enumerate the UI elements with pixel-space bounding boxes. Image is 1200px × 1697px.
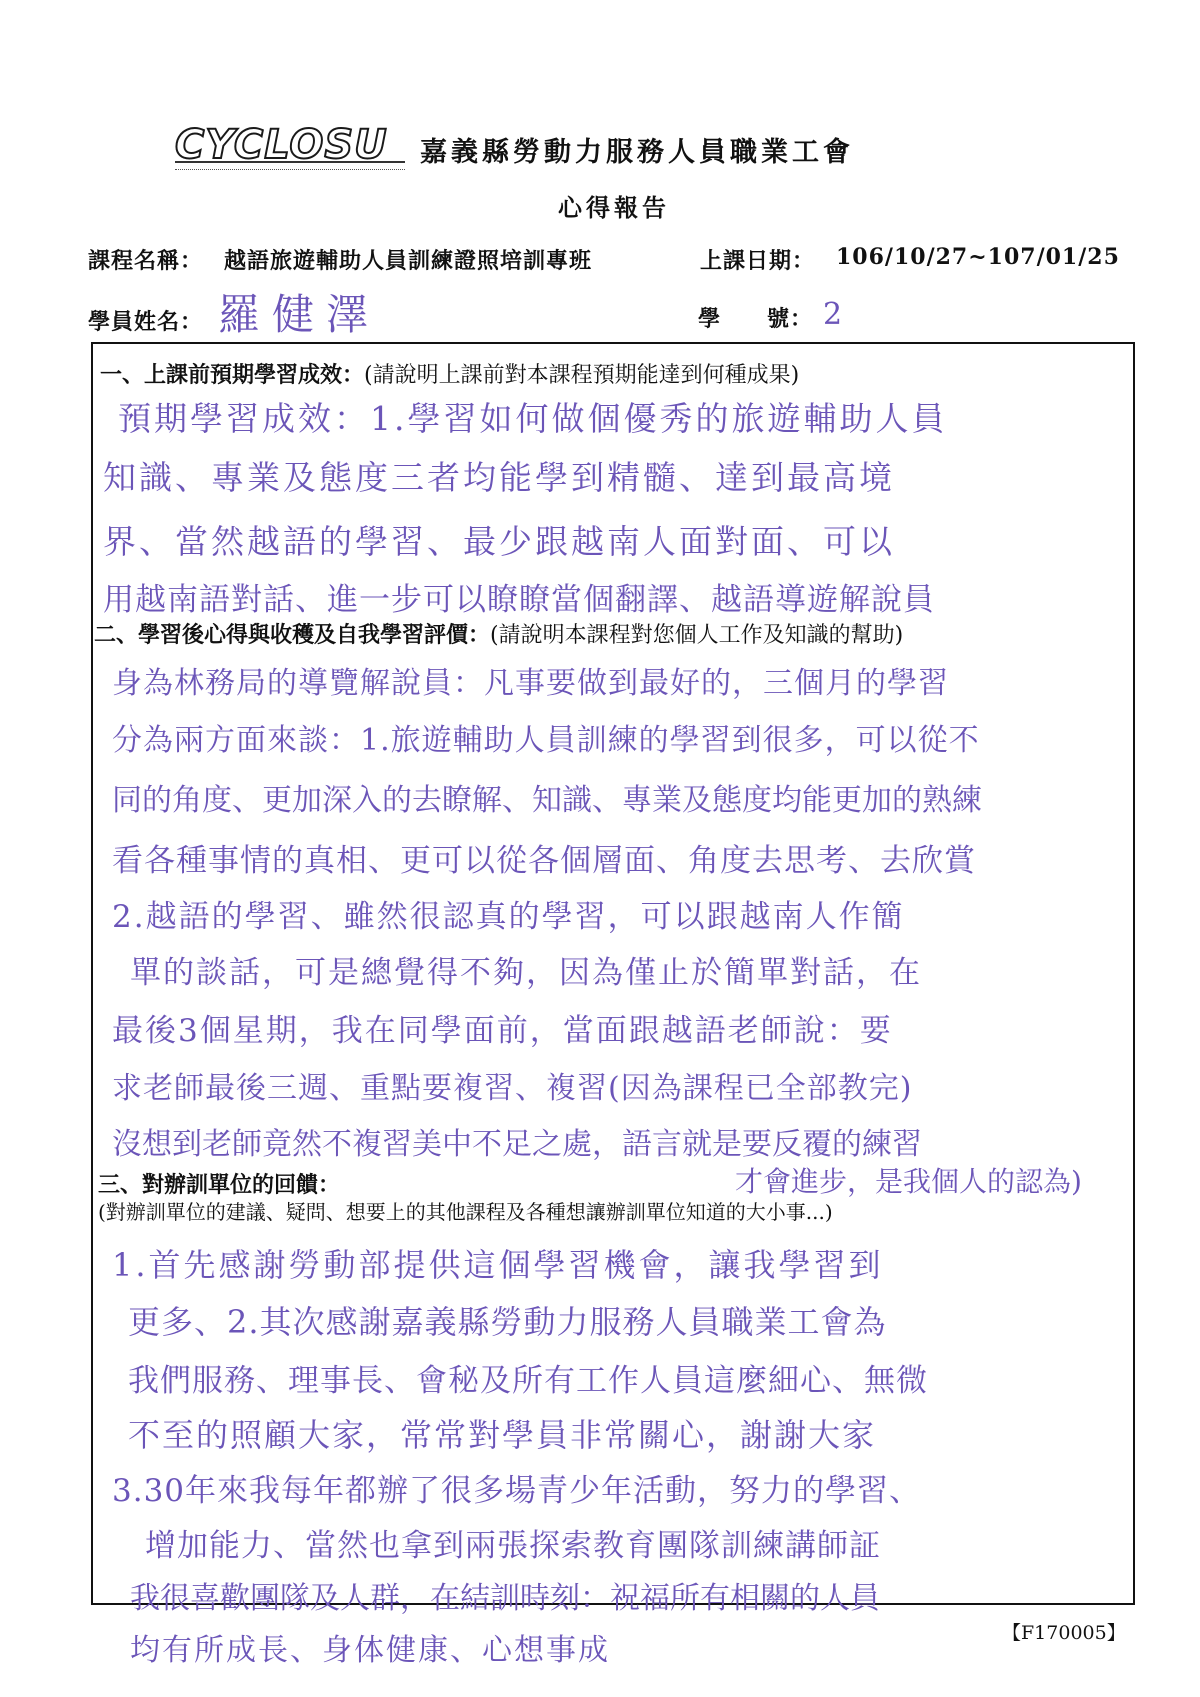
section2-line-3: 同的角度、更加深入的去瞭解、知識、專業及態度均能更加的熟練 <box>112 783 982 818</box>
section2-line-10: 才會進步，是我個人的認為) <box>735 1165 1082 1198</box>
section2-note: (請說明本課程對您個人工作及知識的幫助) <box>490 623 904 648</box>
section2-title: 二、學習後心得與收穫及自我學習評價： <box>94 622 491 648</box>
course-name-label: 課程名稱： <box>88 248 204 274</box>
section3-heading: 三、對辦訓單位的回饋： <box>98 1172 341 1198</box>
section3-line-4: 不至的照顧大家，常常對學員非常關心，謝謝大家 <box>128 1416 877 1454</box>
section2-line-1: 身為林務局的導覽解說員：凡事要做到最好的，三個月的學習 <box>112 666 949 701</box>
section3-line-6: 增加能力、當然也拿到兩張探索教育團隊訓練講師証 <box>145 1528 881 1564</box>
course-date-label: 上課日期： <box>700 248 816 274</box>
section3-line-2: 更多、2.其次感謝嘉義縣勞動力服務人員職業工會為 <box>128 1303 887 1341</box>
section3-line-7: 我很喜歡團隊及人群，在結訓時刻：祝福所有相關的人員 <box>130 1581 880 1616</box>
student-name-handwritten: 羅健澤 <box>218 290 381 339</box>
section1-heading <box>100 358 799 389</box>
section1-line-4: 用越南語對話、進一步可以瞭瞭當個翻譯、越語導遊解說員 <box>103 582 935 618</box>
section3-note: (對辦訓單位的建議、疑問、想要上的其他課程及各種想讓辦訓單位知道的大小事...) <box>98 1200 833 1224</box>
section2-line-9: 沒想到老師竟然不複習美中不足之處，語言就是要反覆的練習 <box>112 1127 922 1162</box>
section2-line-4: 看各種事情的真相、更可以從各個層面、角度去思考、去欣賞 <box>112 843 976 879</box>
form-code: 【F170005】 <box>1002 1622 1126 1644</box>
union-logo: CYCLOSU <box>175 122 388 168</box>
course-date-value: 106/10/27~107/01/25 <box>836 244 1120 270</box>
section1-title: 一、上課前預期學習成效： <box>100 362 365 388</box>
logo-underline <box>175 161 405 170</box>
section2-line-7: 最後3個星期，我在同學面前，當面跟越語老師說：要 <box>112 1013 893 1049</box>
course-name-value: 越語旅遊輔助人員訓練證照培訓專班 <box>224 248 593 274</box>
student-id-label: 學 號： <box>698 306 814 332</box>
section1-line-2: 知識、專業及態度三者均能學到精髓、達到最高境 <box>103 458 895 497</box>
section3-line-5: 3.30年來我每年都辦了很多場青少年活動，努力的學習、 <box>112 1473 922 1509</box>
section3-line-8: 均有所成長、身体健康、心想事成 <box>130 1633 610 1668</box>
section2-line-6: 單的談話，可是總覺得不夠，因為僅止於簡單對話，在 <box>130 955 922 991</box>
document-title: 心得報告 <box>558 193 670 222</box>
organization-title: 嘉義縣勞動力服務人員職業工會 <box>420 137 854 168</box>
section2-heading <box>94 618 903 649</box>
student-name-label: 學員姓名： <box>88 309 204 335</box>
section3-line-3: 我們服務、理事長、會秘及所有工作人員這麼細心、無微 <box>128 1363 928 1399</box>
section2-line-5: 2.越語的學習、雖然很認真的學習，可以跟越南人作簡 <box>112 899 905 935</box>
student-id-handwritten: 2 <box>823 297 846 332</box>
section3-line-1: 1.首先感謝勞動部提供這個學習機會，讓我學習到 <box>112 1246 884 1284</box>
section2-line-2: 分為兩方面來談：1.旅遊輔助人員訓練的學習到很多，可以從不 <box>112 723 980 758</box>
section1-line-3: 界、當然越語的學習、最少跟越南人面對面、可以 <box>103 522 895 561</box>
section1-line-1: 預期學習成效：1.學習如何做個優秀的旅遊輔助人員 <box>118 399 948 438</box>
section1-note: (請說明上課前對本課程預期能達到何種成果) <box>364 363 800 388</box>
section2-line-8: 求老師最後三週、重點要複習、複習(因為課程已全部教完) <box>112 1071 913 1106</box>
